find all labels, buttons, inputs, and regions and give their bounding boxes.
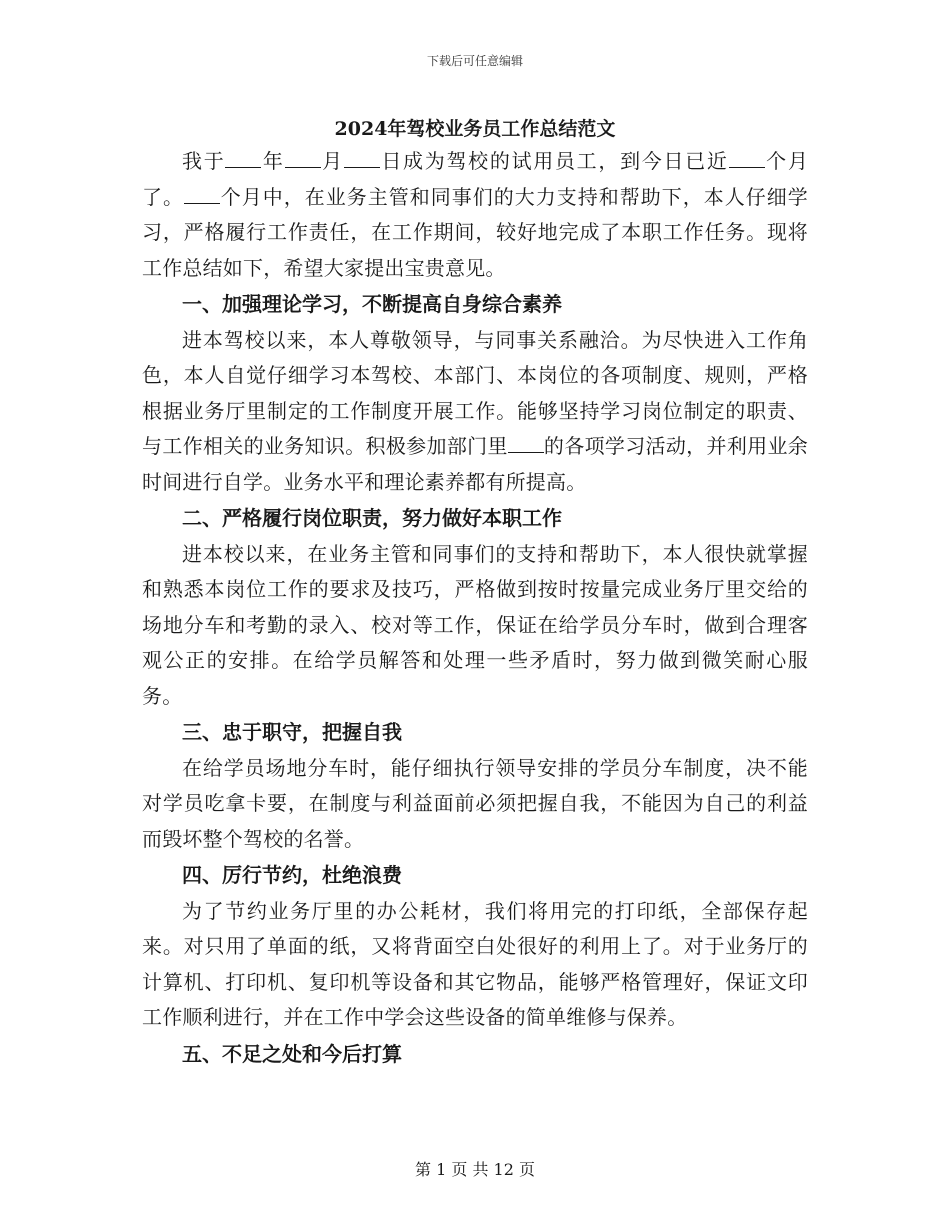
intro-text-4: 日成为驾校的试用员工，到今日已近 [379, 149, 729, 173]
blank-line [184, 202, 220, 204]
intro-text-6: 个月中，在业务主管和同事们的大力支持和帮助下，本人仔细学习，严格履行工作责任，在工作期间，较好地完成了本职工作任务。现将工作总结如下，希望大家提出宝贵意见。 [142, 184, 808, 280]
section-body-1 [142, 323, 808, 501]
intro-text-1: 我于 [182, 149, 226, 173]
blank-line [225, 166, 261, 168]
section-heading-4: 四、厉行节约，杜绝浪费 [182, 863, 402, 887]
intro-text-2: 年 [261, 149, 285, 173]
document-title: 2024年驾校业务员工作总结范文 [334, 118, 616, 140]
section-heading-1: 一、加强理论学习，不断提高自身综合素养 [182, 292, 562, 316]
intro-text-3: 月 [320, 149, 344, 173]
header-note: 下载后可任意编辑 [426, 54, 523, 68]
section-heading-3: 三、忠于职守，把握自我 [182, 720, 402, 744]
blank-line [729, 166, 765, 168]
page-number: 第 1 页 共 12 页 [415, 1160, 535, 1179]
intro-text-5: 个月了。 [142, 149, 809, 209]
section-body-3: 在给学员场地分车时，能仔细执行领导安排的学员分车制度，决不能对学员吃拿卡要，在制度与利益面前必须把握自我，不能因为自己的利益而毁坏整个驾校的名誉。 [142, 755, 808, 851]
blank-line [508, 451, 544, 453]
section-heading-5: 五、不足之处和今后打算 [182, 1041, 402, 1066]
section-body-2: 进本校以来，在业务主管和同事们的支持和帮助下，本人很快就掌握和熟悉本岗位工作的要求及技巧，严格做到按时按量完成业务厅里交给的场地分车和考勤的录入、校对等工作，保证在给学员分车时，做到合理客观公正的安排。在给学员解答和处理一些矛盾时，努力做到微笑耐心服务。 [142, 541, 808, 708]
intro-paragraph [142, 144, 808, 286]
section-body-1b: 的各项学习活动，并利用业余时间进行自学。业务水平和理论素养都有所提高。 [142, 434, 808, 494]
section-body-4: 为了节约业务厅里的办公耗材，我们将用完的打印纸，全部保存起来。对只用了单面的纸，又将背面空白处很好的利用上了。对于业务厅的计算机、打印机、复印机等设备和其它物品，能够严格管理好，保证文印工作顺利进行，并在工作中学会这些设备的简单维修与保养。 [142, 898, 808, 1029]
blank-line [285, 166, 321, 168]
document-body [142, 114, 808, 1072]
section-heading-2: 二、严格履行岗位职责，努力做好本职工作 [182, 506, 562, 530]
blank-line [344, 166, 380, 168]
section-body-1a: 进本驾校以来，本人尊敬领导，与同事关系融洽。为尽快进入工作角色，本人自觉仔细学习本驾校、本部门、本岗位的各项制度、规则，严格根据业务厅里制定的工作制度开展工作。能够坚持学习岗位制定的职责、与工作相关的业务知识。积极参加部门里 [142, 327, 808, 458]
